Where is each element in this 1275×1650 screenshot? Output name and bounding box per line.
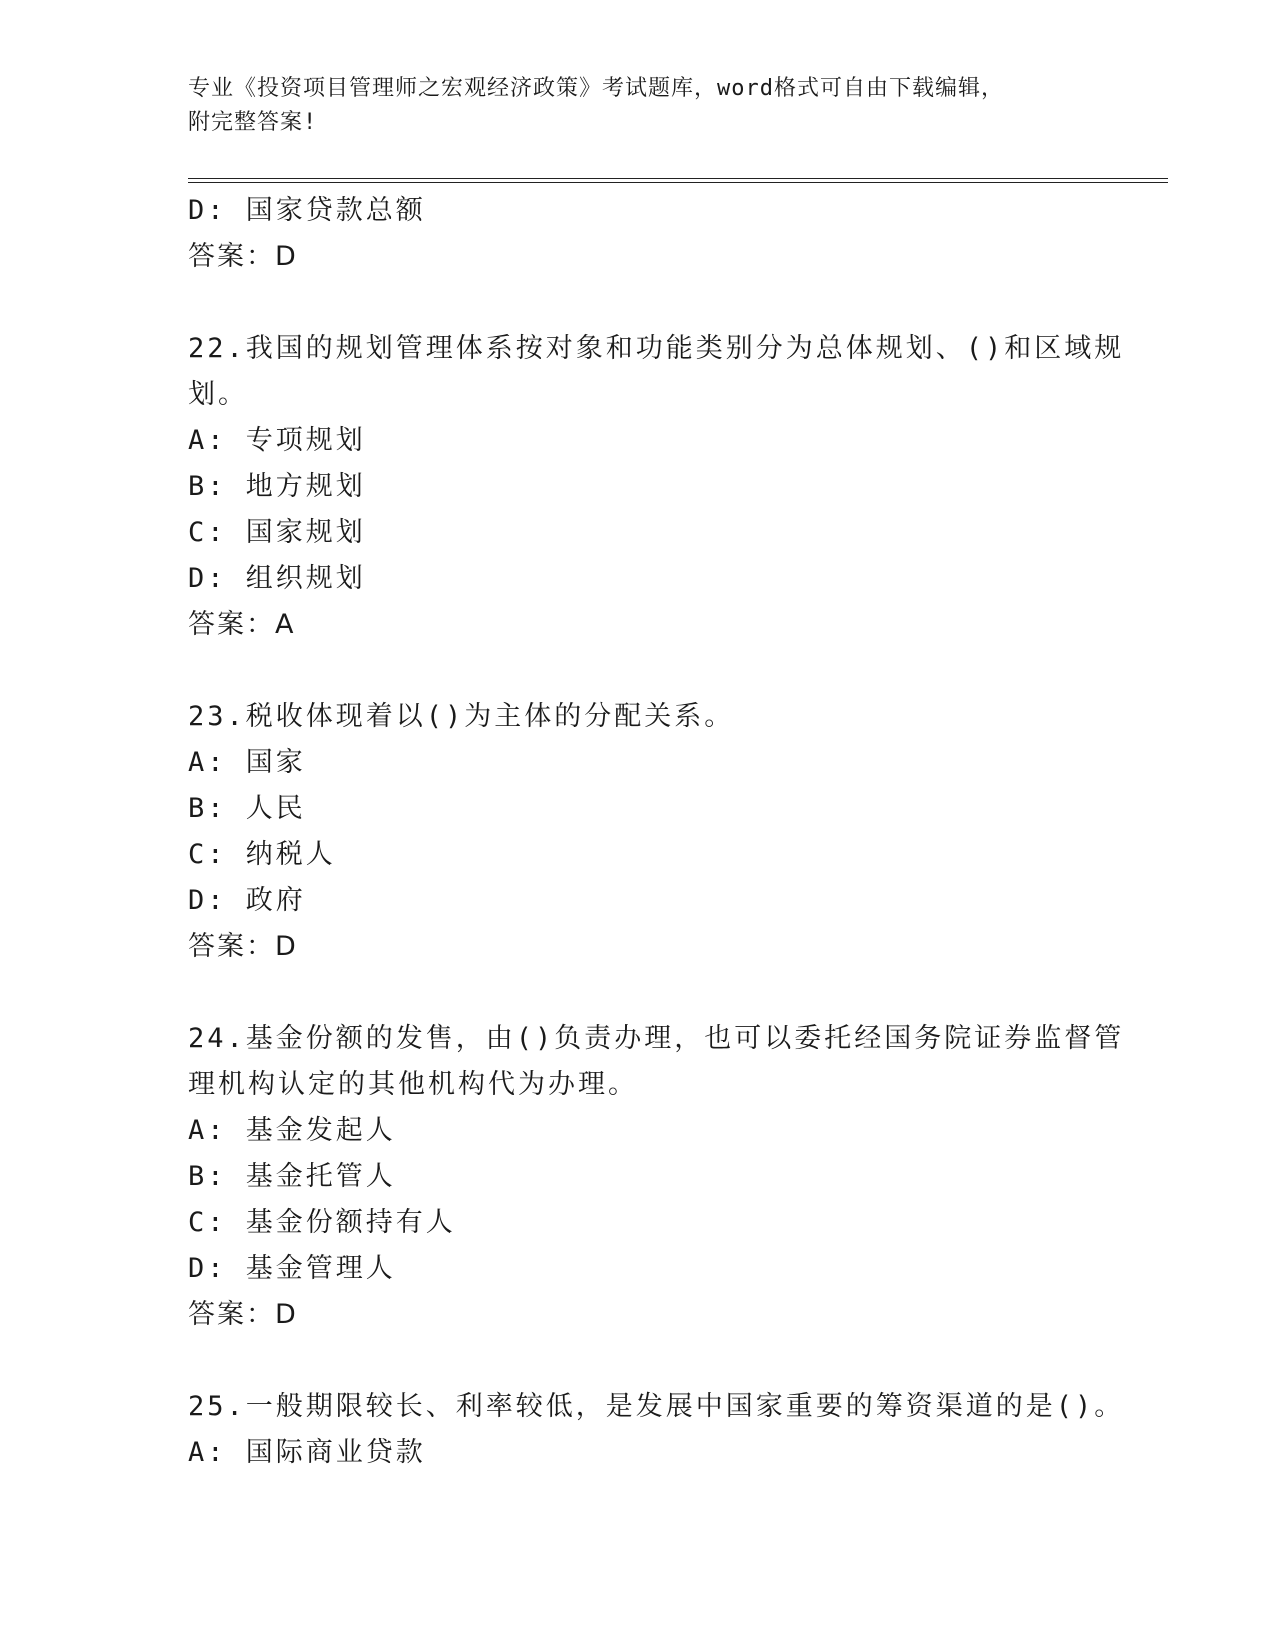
question-23 <box>188 694 1088 970</box>
document-header <box>188 72 1068 140</box>
question-21-tail <box>188 188 1088 280</box>
question-text-line-1: 25.一般期限较长、利率较低，是发展中国家重要的筹资渠道的是()。 <box>188 1391 1125 1422</box>
question-text-line-1: 23.税收体现着以()为主体的分配关系。 <box>188 701 735 732</box>
answer-label: 答案：D <box>188 1299 298 1330</box>
option-d: D: 组织规划 <box>188 563 366 594</box>
option-b: B: 人民 <box>188 793 306 824</box>
question-24 <box>188 1016 1125 1338</box>
question-text-line-1: 22.我国的规划管理体系按对象和功能类别分为总体规划、()和区域规 <box>188 333 1125 364</box>
header-double-rule <box>188 178 1168 183</box>
answer-label: 答案：A <box>188 609 296 640</box>
option-d: D: 国家贷款总额 <box>188 195 426 226</box>
option-c: C: 纳税人 <box>188 839 336 870</box>
answer-label: 答案：D <box>188 241 298 272</box>
question-25 <box>188 1384 1125 1476</box>
option-a: A: 国际商业贷款 <box>188 1437 426 1468</box>
option-a: A: 专项规划 <box>188 425 366 456</box>
option-d: D: 政府 <box>188 885 306 916</box>
option-c: C: 国家规划 <box>188 517 366 548</box>
question-text-line-2: 理机构认定的其他机构代为办理。 <box>188 1069 638 1100</box>
question-22 <box>188 326 1125 648</box>
option-c: C: 基金份额持有人 <box>188 1207 456 1238</box>
answer-label: 答案：D <box>188 931 298 962</box>
question-list <box>188 188 1125 1476</box>
option-a: A: 国家 <box>188 747 306 778</box>
question-text-line-2: 划。 <box>188 379 248 410</box>
option-a: A: 基金发起人 <box>188 1115 396 1146</box>
option-b: B: 地方规划 <box>188 471 366 502</box>
option-d: D: 基金管理人 <box>188 1253 396 1284</box>
header-line-1: 专业《投资项目管理师之宏观经济政策》考试题库，word格式可自由下载编辑， <box>188 76 1004 101</box>
header-line-2: 附完整答案! <box>188 110 318 135</box>
question-text-line-1: 24.基金份额的发售，由()负责办理，也可以委托经国务院证券监督管 <box>188 1023 1125 1054</box>
option-b: B: 基金托管人 <box>188 1161 396 1192</box>
